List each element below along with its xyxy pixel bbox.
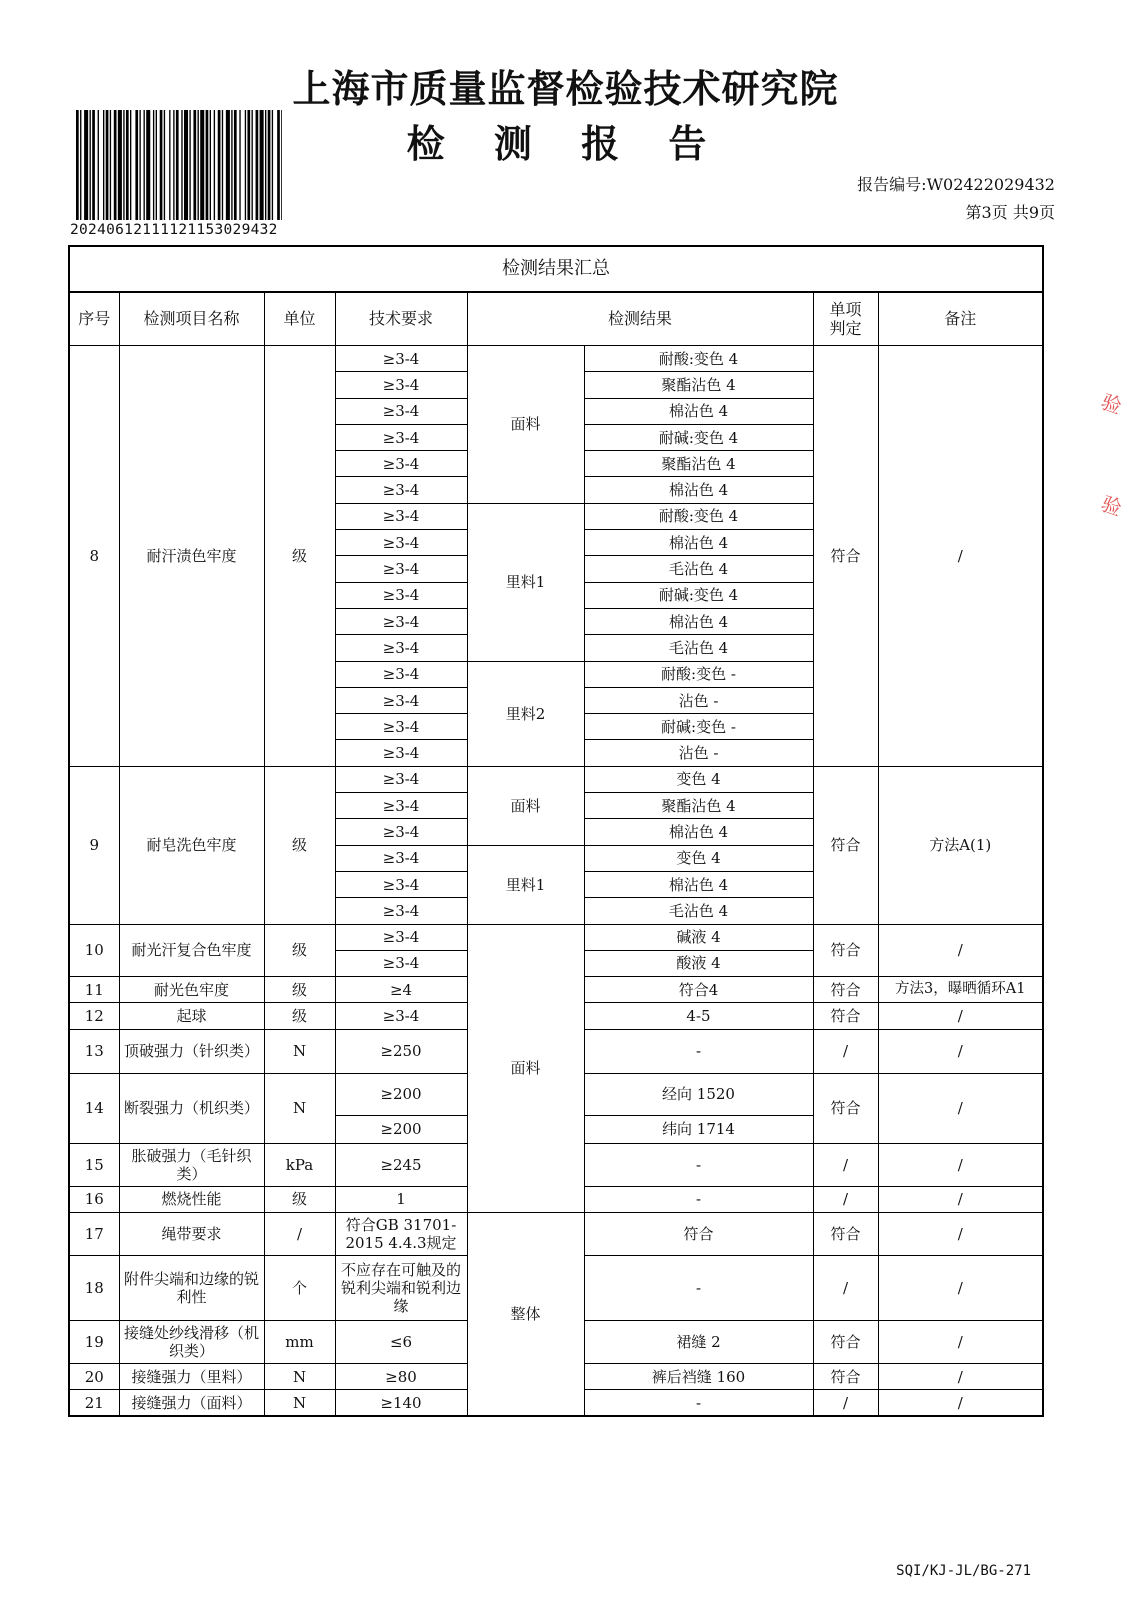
item-unit: 级	[264, 1186, 335, 1212]
item-unit: 级	[264, 977, 335, 1003]
result: 裤后裆缝 160	[584, 1364, 813, 1390]
form-code: SQI/KJ-JL/BG-271	[896, 1563, 1031, 1579]
requirement: ≥4	[335, 977, 467, 1003]
requirement: ≥3-4	[335, 661, 467, 687]
judgement: /	[813, 1256, 878, 1321]
material: 面料	[467, 924, 584, 1212]
item-unit: N	[264, 1073, 335, 1143]
barcode-number: 20240612111121153029432	[70, 222, 278, 238]
requirement: 不应存在可触及的锐利尖端和锐利边缘	[335, 1256, 467, 1321]
requirement: ≥245	[335, 1143, 467, 1186]
result: 经向 1520	[584, 1073, 813, 1115]
remark: /	[878, 1321, 1043, 1364]
item-no: 8	[69, 346, 119, 767]
requirement: ≥3-4	[335, 687, 467, 713]
item-unit: N	[264, 1364, 335, 1390]
requirement: ≥3-4	[335, 398, 467, 424]
item-name: 燃烧性能	[119, 1186, 264, 1212]
requirement: 符合GB 31701-2015 4.4.3规定	[335, 1213, 467, 1256]
table-row	[69, 346, 1043, 372]
requirement: ≥3-4	[335, 424, 467, 450]
remark: /	[878, 1213, 1043, 1256]
result: 棉沾色 4	[584, 398, 813, 424]
remark: /	[878, 924, 1043, 977]
material: 里料1	[467, 845, 584, 924]
org-title: 上海市质量监督检验技术研究院	[292, 66, 839, 111]
requirement: ≥3-4	[335, 477, 467, 503]
remark: /	[878, 1143, 1043, 1186]
result: 毛沾色 4	[584, 898, 813, 924]
remark: 方法A(1)	[878, 766, 1043, 924]
requirement: ≤6	[335, 1321, 467, 1364]
item-no: 17	[69, 1213, 119, 1256]
result: 纬向 1714	[584, 1115, 813, 1143]
judgement: /	[813, 1186, 878, 1212]
remark: /	[878, 1186, 1043, 1212]
result: 棉沾色 4	[584, 477, 813, 503]
result: 耐碱:变色 4	[584, 582, 813, 608]
item-name: 耐光色牢度	[119, 977, 264, 1003]
item-no: 20	[69, 1364, 119, 1390]
requirement: ≥3-4	[335, 898, 467, 924]
remark: 方法3，曝晒循环A1	[878, 977, 1043, 1003]
judgement: /	[813, 1143, 878, 1186]
remark: /	[878, 1073, 1043, 1143]
judgement: 符合	[813, 977, 878, 1003]
item-no: 16	[69, 1186, 119, 1212]
item-no: 18	[69, 1256, 119, 1321]
report-number: 报告编号:W02422029432	[857, 175, 1055, 194]
judgement: /	[813, 1029, 878, 1073]
result: 酸液 4	[584, 950, 813, 976]
material: 里料1	[467, 503, 584, 661]
requirement: ≥140	[335, 1390, 467, 1416]
material: 整体	[467, 1213, 584, 1417]
item-unit: 级	[264, 924, 335, 977]
item-name: 断裂强力（机织类）	[119, 1073, 264, 1143]
requirement: 1	[335, 1186, 467, 1212]
material: 面料	[467, 766, 584, 845]
item-unit: /	[264, 1213, 335, 1256]
judgement: 符合	[813, 1003, 878, 1029]
col-header-remark: 备注	[878, 292, 1043, 346]
result: 沾色 -	[584, 687, 813, 713]
item-name: 顶破强力（针织类）	[119, 1029, 264, 1073]
requirement: ≥3-4	[335, 845, 467, 871]
table-caption: 检测结果汇总	[69, 246, 1043, 292]
remark: /	[878, 346, 1043, 767]
remark: /	[878, 1256, 1043, 1321]
requirement: ≥3-4	[335, 714, 467, 740]
item-name: 接缝处纱线滑移（机织类）	[119, 1321, 264, 1364]
result: 符合4	[584, 977, 813, 1003]
page-info: 第3页 共9页	[965, 203, 1055, 222]
item-unit: kPa	[264, 1143, 335, 1186]
item-unit: 个	[264, 1256, 335, 1321]
item-name: 接缝强力（里料）	[119, 1364, 264, 1390]
judgement: 符合	[813, 1213, 878, 1256]
item-no: 11	[69, 977, 119, 1003]
result: 变色 4	[584, 766, 813, 792]
judgement: 符合	[813, 346, 878, 767]
requirement: ≥3-4	[335, 871, 467, 897]
judgement: /	[813, 1390, 878, 1416]
item-unit: 级	[264, 346, 335, 767]
judgement: 符合	[813, 924, 878, 977]
item-no: 13	[69, 1029, 119, 1073]
requirement: ≥3-4	[335, 1003, 467, 1029]
item-no: 15	[69, 1143, 119, 1186]
requirement: ≥3-4	[335, 372, 467, 398]
item-no: 19	[69, 1321, 119, 1364]
material: 里料2	[467, 661, 584, 766]
requirement: ≥3-4	[335, 608, 467, 634]
col-header-result: 检测结果	[467, 292, 813, 346]
requirement: ≥3-4	[335, 950, 467, 976]
requirement: ≥3-4	[335, 819, 467, 845]
item-no: 21	[69, 1390, 119, 1416]
result: 毛沾色 4	[584, 556, 813, 582]
judgement: 符合	[813, 766, 878, 924]
requirement: ≥3-4	[335, 582, 467, 608]
material: 面料	[467, 346, 584, 504]
stamp-fragment: 验	[1097, 389, 1125, 419]
result: 棉沾色 4	[584, 608, 813, 634]
item-name: 绳带要求	[119, 1213, 264, 1256]
remark: /	[878, 1029, 1043, 1073]
result: 变色 4	[584, 845, 813, 871]
item-no: 10	[69, 924, 119, 977]
report-title: 检 测 报 告	[406, 121, 725, 166]
judgement: 符合	[813, 1364, 878, 1390]
remark: /	[878, 1364, 1043, 1390]
item-name: 耐汗渍色牢度	[119, 346, 264, 767]
remark: /	[878, 1003, 1043, 1029]
result: -	[584, 1186, 813, 1212]
result: 耐碱:变色 4	[584, 424, 813, 450]
result: 裙缝 2	[584, 1321, 813, 1364]
item-name: 胀破强力（毛针织类）	[119, 1143, 264, 1186]
result: 毛沾色 4	[584, 635, 813, 661]
result: 碱液 4	[584, 924, 813, 950]
col-header-unit: 单位	[264, 292, 335, 346]
judgement: 符合	[813, 1321, 878, 1364]
table-row	[69, 766, 1043, 792]
item-name: 接缝强力（面料）	[119, 1390, 264, 1416]
requirement: ≥3-4	[335, 556, 467, 582]
remark: /	[878, 1390, 1043, 1416]
judgement: 符合	[813, 1073, 878, 1143]
item-name: 起球	[119, 1003, 264, 1029]
stamp-fragment: 验	[1097, 491, 1125, 521]
item-unit: 级	[264, 766, 335, 924]
col-header-requirement: 技术要求	[335, 292, 467, 346]
result: 聚酯沾色 4	[584, 451, 813, 477]
requirement: ≥3-4	[335, 793, 467, 819]
results-table	[68, 245, 1044, 1417]
result: 聚酯沾色 4	[584, 372, 813, 398]
item-name: 附件尖端和边缘的锐利性	[119, 1256, 264, 1321]
result: 4-5	[584, 1003, 813, 1029]
item-unit: mm	[264, 1321, 335, 1364]
result: 耐酸:变色 -	[584, 661, 813, 687]
col-header-no: 序号	[69, 292, 119, 346]
requirement: ≥200	[335, 1073, 467, 1115]
result: -	[584, 1390, 813, 1416]
result: 棉沾色 4	[584, 871, 813, 897]
requirement: ≥3-4	[335, 346, 467, 372]
result: 耐酸:变色 4	[584, 346, 813, 372]
item-name: 耐光汗复合色牢度	[119, 924, 264, 977]
result: 耐碱:变色 -	[584, 714, 813, 740]
item-no: 14	[69, 1073, 119, 1143]
requirement: ≥3-4	[335, 530, 467, 556]
col-header-item: 检测项目名称	[119, 292, 264, 346]
col-header-judgement: 单项判定	[813, 292, 878, 346]
result: 聚酯沾色 4	[584, 793, 813, 819]
item-no: 9	[69, 766, 119, 924]
requirement: ≥3-4	[335, 503, 467, 529]
requirement: ≥3-4	[335, 635, 467, 661]
item-name: 耐皂洗色牢度	[119, 766, 264, 924]
result: 沾色 -	[584, 740, 813, 766]
result: -	[584, 1029, 813, 1073]
requirement: ≥200	[335, 1115, 467, 1143]
barcode-icon	[76, 110, 282, 220]
item-unit: N	[264, 1390, 335, 1416]
result: -	[584, 1143, 813, 1186]
table-row	[69, 1213, 1043, 1256]
result: -	[584, 1256, 813, 1321]
requirement: ≥3-4	[335, 924, 467, 950]
requirement: ≥250	[335, 1029, 467, 1073]
result: 棉沾色 4	[584, 530, 813, 556]
requirement: ≥3-4	[335, 740, 467, 766]
result: 符合	[584, 1213, 813, 1256]
requirement: ≥3-4	[335, 451, 467, 477]
result: 耐酸:变色 4	[584, 503, 813, 529]
item-unit: 级	[264, 1003, 335, 1029]
item-no: 12	[69, 1003, 119, 1029]
requirement: ≥3-4	[335, 766, 467, 792]
item-unit: N	[264, 1029, 335, 1073]
result: 棉沾色 4	[584, 819, 813, 845]
requirement: ≥80	[335, 1364, 467, 1390]
table-row	[69, 924, 1043, 950]
